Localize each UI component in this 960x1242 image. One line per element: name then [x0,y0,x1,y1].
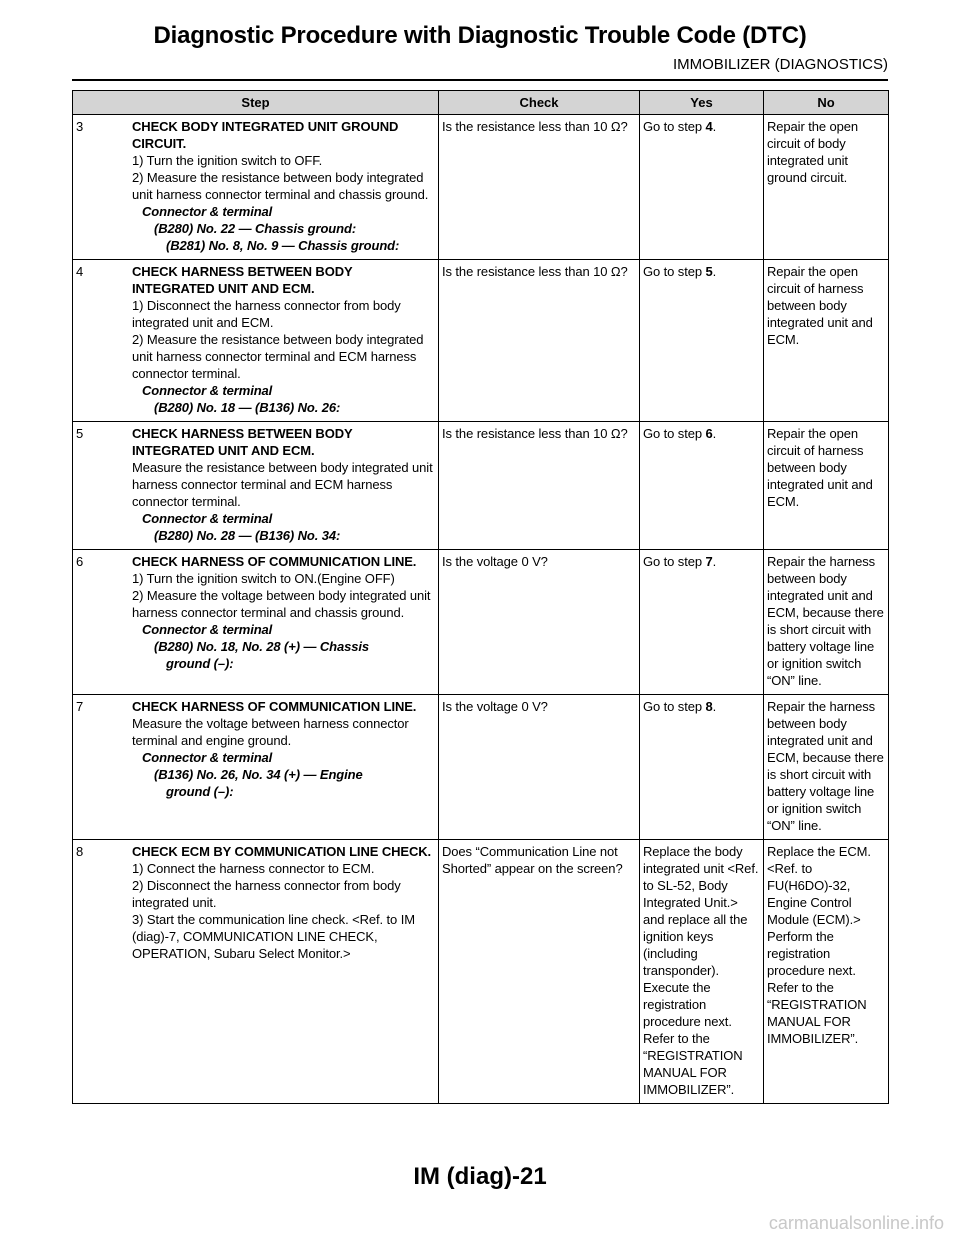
no-action: Repair the open circuit of harness between body integrated unit and ECM. [767,426,873,509]
step-instruction: 1) Disconnect the harness connector from body integrated unit and ECM. [132,298,401,330]
column-header-no: No [764,91,889,115]
table-row [73,840,889,1104]
step-cell [73,550,439,695]
no-cell [764,840,889,1104]
connector-label: Connector & terminal [142,383,273,398]
step-instruction: 2) Measure the resistance between body integrated unit harness connector terminal and chassis ground. [132,170,429,202]
step-cell [73,840,439,1104]
check-cell [439,840,640,1104]
table-row [73,115,889,260]
column-header-yes: Yes [640,91,764,115]
no-cell [764,115,889,260]
yes-action: Go to step [643,554,706,569]
step-instruction: 2) Measure the voltage between body integrated unit harness connector terminal and chassis ground. [132,588,431,620]
check-cell [439,260,640,422]
yes-action-end: . [712,119,717,134]
diagnostic-table [72,90,889,1104]
table-row [73,260,889,422]
yes-action: Go to step [643,426,706,441]
yes-action: Go to step [643,119,706,134]
step-number: 6 [76,554,84,569]
yes-action: Replace the body integrated unit <Ref. to SL-52, Body Integrated Unit.> and replace all the ignition keys (including transponder). Execute the registration procedure next. Refer to the “REGISTRATION MANUAL FOR IMMOBILIZER”. [643,844,759,1097]
check-question: Does “Communication Line not Shorted” appear on the screen? [442,844,623,876]
yes-step-ref: 6 [705,426,713,441]
step-number: 8 [76,844,84,859]
yes-action-end: . [712,264,717,279]
no-cell [764,695,889,840]
check-question: Is the voltage 0 V? [442,699,548,714]
step-cell [73,695,439,840]
connector-terminal: (B280) No. 28 — (B136) No. 34: [154,528,341,543]
step-title: CHECK HARNESS OF COMMUNICATION LINE. [132,554,417,569]
no-action: Repair the open circuit of harness between body integrated unit and ECM. [767,264,873,347]
yes-step-ref: 7 [705,554,713,569]
step-number: 4 [76,264,84,279]
connector-label: Connector & terminal [142,204,273,219]
table-row [73,550,889,695]
connector-terminal: ground (–): [166,656,234,671]
step-cell [73,115,439,260]
check-cell [439,550,640,695]
yes-cell [640,550,764,695]
check-question: Is the voltage 0 V? [442,554,548,569]
no-action: Repair the open circuit of body integrated unit ground circuit. [767,119,859,185]
step-cell [73,422,439,550]
step-number: 7 [76,699,84,714]
yes-cell [640,422,764,550]
connector-label: Connector & terminal [142,622,273,637]
yes-action: Go to step [643,699,706,714]
step-instruction: 1) Connect the harness connector to ECM. [132,861,375,876]
step-instruction: 1) Turn the ignition switch to OFF. [132,153,323,168]
step-instruction: Measure the voltage between harness connector terminal and engine ground. [132,716,409,748]
step-instruction: 1) Turn the ignition switch to ON.(Engine OFF) [132,571,395,586]
connector-terminal: (B136) No. 26, No. 34 (+) — Engine [154,767,363,782]
check-cell [439,115,640,260]
column-header-check: Check [439,91,640,115]
step-number: 3 [76,119,84,134]
connector-label: Connector & terminal [142,511,273,526]
step-title: CHECK BODY INTEGRATED UNIT GROUND CIRCUIT. [132,119,399,151]
step-instruction: 3) Start the communication line check. <Ref. to IM (diag)-7, COMMUNICATION LINE CHECK, OPERATION, Subaru Select Monitor.> [132,912,415,961]
page-number: IM (diag)-21 [413,1163,547,1190]
yes-action-end: . [712,554,717,569]
step-instruction: 2) Disconnect the harness connector from body integrated unit. [132,878,401,910]
table-row [73,422,889,550]
no-cell [764,550,889,695]
step-title: CHECK ECM BY COMMUNICATION LINE CHECK. [132,844,432,859]
step-title: CHECK HARNESS BETWEEN BODY INTEGRATED UNIT AND ECM. [132,426,353,458]
connector-label: Connector & terminal [142,750,273,765]
yes-step-ref: 5 [705,264,713,279]
connector-terminal: (B280) No. 18, No. 28 (+) — Chassis [154,639,370,654]
step-instruction: 2) Measure the resistance between body integrated unit harness connector terminal and ECM harness connector terminal. [132,332,424,381]
connector-terminal: (B281) No. 8, No. 9 — Chassis ground: [166,238,400,253]
table-row [73,695,889,840]
check-cell [439,695,640,840]
step-cell [73,260,439,422]
no-cell [764,422,889,550]
check-question: Is the resistance less than 10 Ω? [442,119,628,134]
column-header-step: Step [73,91,439,115]
yes-step-ref: 8 [705,699,713,714]
yes-cell [640,260,764,422]
connector-terminal: (B280) No. 22 — Chassis ground: [154,221,357,236]
yes-cell [640,115,764,260]
step-number: 5 [76,426,84,441]
no-action: Replace the ECM. <Ref. to FU(H6DO)-32, Engine Control Module (ECM).> Perform the registration procedure next. Refer to the “REGISTRATION MANUAL FOR IMMOBILIZER”. [767,844,871,1046]
no-action: Repair the harness between body integrated unit and ECM, because there is short circuit with battery voltage line or ignition switch “ON” line. [767,699,884,833]
no-cell [764,260,889,422]
yes-cell [640,695,764,840]
step-instruction: Measure the resistance between body integrated unit harness connector terminal and ECM harness connector terminal. [132,460,433,509]
yes-cell [640,840,764,1104]
step-title: CHECK HARNESS OF COMMUNICATION LINE. [132,699,417,714]
check-question: Is the resistance less than 10 Ω? [442,426,628,441]
yes-action-end: . [712,699,717,714]
page-title: Diagnostic Procedure with Diagnostic Trouble Code (DTC) [153,22,807,49]
yes-action-end: . [712,426,717,441]
check-cell [439,422,640,550]
check-question: Is the resistance less than 10 Ω? [442,264,628,279]
connector-terminal: ground (–): [166,784,234,799]
table-header-row [73,91,889,115]
no-action: Repair the harness between body integrated unit and ECM, because there is short circuit with battery voltage line or ignition switch “ON” line. [767,554,884,688]
connector-terminal: (B280) No. 18 — (B136) No. 26: [154,400,341,415]
watermark: carmanualsonline.info [768,1213,944,1233]
step-title: CHECK HARNESS BETWEEN BODY INTEGRATED UNIT AND ECM. [132,264,353,296]
yes-step-ref: 4 [705,119,713,134]
header-divider [72,79,888,81]
section-subtitle: IMMOBILIZER (DIAGNOSTICS) [672,56,888,73]
yes-action: Go to step [643,264,706,279]
